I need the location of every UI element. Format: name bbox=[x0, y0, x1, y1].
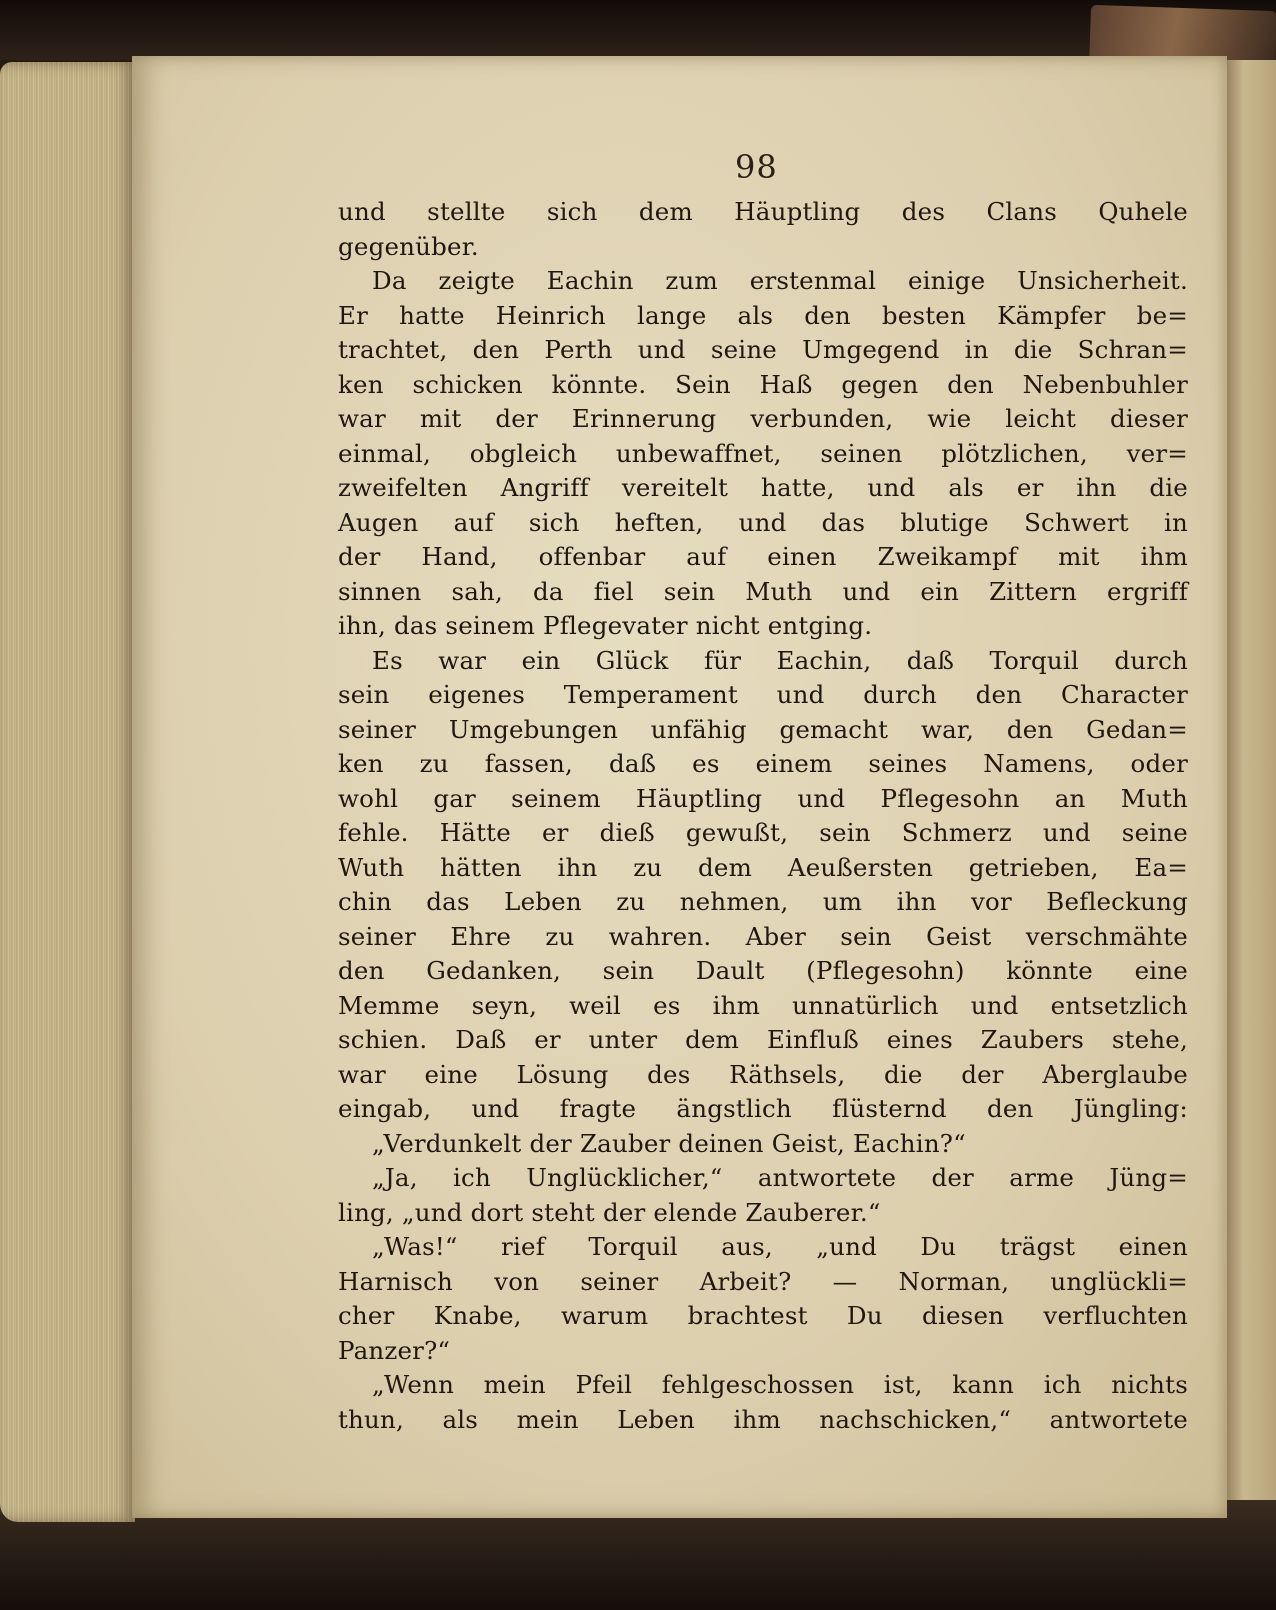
text-line: trachtet, den Perth und seine Umgegend in die Schran= bbox=[338, 335, 1188, 364]
text-line: der Hand, offenbar auf einen Zweikampf mit ihm bbox=[338, 542, 1188, 571]
text-line: Es war ein Glück für Eachin, daß Torquil durch bbox=[372, 645, 1188, 675]
text-line: „Ja, ich Unglücklicher,“ antwortete der arme Jüng= bbox=[372, 1163, 1188, 1192]
text-line: Da zeigte Eachin zum erstenmal einige Unsicherheit. bbox=[372, 266, 1188, 295]
text-line: Panzer?“ bbox=[338, 1335, 451, 1365]
text-line: fehle. Hätte er dieß gewußt, sein Schmerz und seine bbox=[338, 818, 1188, 847]
text-line: ihn, das seinem Pflegevater nicht entging. bbox=[338, 611, 873, 640]
page-number: 98 bbox=[735, 148, 778, 186]
text-line: schien. Daß er unter dem Einfluß eines Zaubers stehe, bbox=[338, 1025, 1188, 1054]
text-line: wohl gar seinem Häuptling und Pflegesohn an Muth bbox=[338, 783, 1188, 813]
text-line: Harnisch von seiner Arbeit? — Norman, unglückli= bbox=[338, 1266, 1188, 1296]
text-line: ken zu fassen, daß es einem seines Namens, oder bbox=[338, 749, 1188, 778]
facing-page-edge bbox=[1222, 60, 1276, 1500]
text-line: thun, als mein Leben ihm nachschicken,“ antwortete bbox=[338, 1404, 1188, 1434]
text-line: ken schicken könnte. Sein Haß gegen den Nebenbuhler bbox=[338, 369, 1188, 399]
text-line: Memme seyn, weil es ihm unnatürlich und entsetzlich bbox=[338, 990, 1188, 1020]
body-text bbox=[338, 195, 1188, 1437]
text-line: seiner Umgebungen unfähig gemacht war, den Gedan= bbox=[338, 714, 1188, 744]
text-line: „Was!“ rief Torquil aus, „und Du trägst einen bbox=[372, 1232, 1188, 1261]
text-line: chin das Leben zu nehmen, um ihn vor Befleckung bbox=[338, 887, 1188, 916]
text-line: Er hatte Heinrich lange als den besten Kämpfer be= bbox=[338, 300, 1188, 330]
text-line: gegenüber. bbox=[338, 231, 479, 261]
text-line: cher Knabe, warum brachtest Du diesen verfluchten bbox=[338, 1301, 1188, 1330]
text-line: Augen auf sich heften, und das blutige Schwert in bbox=[338, 507, 1188, 537]
text-line: sinnen sah, da fiel sein Muth und ein Zittern ergriff bbox=[338, 576, 1188, 606]
background-top bbox=[0, 0, 1276, 60]
text-line: Wuth hätten ihn zu dem Aeußersten getrieben, Ea= bbox=[338, 852, 1188, 882]
text-line: den Gedanken, sein Dault (Pflegesohn) könnte eine bbox=[338, 956, 1188, 985]
text-line: ling, „und dort steht der elende Zauberer.“ bbox=[338, 1197, 881, 1227]
text-line: eingab, und fragte ängstlich flüsternd den Jüngling: bbox=[338, 1094, 1188, 1123]
text-line: „Wenn mein Pfeil fehlgeschossen ist, kann ich nichts bbox=[372, 1370, 1188, 1399]
text-line: einmal, obgleich unbewaffnet, seinen plötzlichen, ver= bbox=[338, 438, 1188, 468]
text-line: zweifelten Angriff vereitelt hatte, und als er ihn die bbox=[338, 473, 1188, 502]
text-line: war eine Lösung des Räthsels, die der Aberglaube bbox=[338, 1059, 1188, 1089]
text-line: und stellte sich dem Häuptling des Clans Quhele bbox=[338, 197, 1188, 226]
text-line: seiner Ehre zu wahren. Aber sein Geist verschmähte bbox=[338, 921, 1188, 951]
text-line: „Verdunkelt der Zauber deinen Geist, Eachin?“ bbox=[372, 1128, 966, 1158]
text-line: sein eigenes Temperament und durch den Character bbox=[338, 680, 1188, 709]
page-edges-left bbox=[0, 62, 135, 1522]
text-line: war mit der Erinnerung verbunden, wie leicht dieser bbox=[338, 404, 1188, 433]
